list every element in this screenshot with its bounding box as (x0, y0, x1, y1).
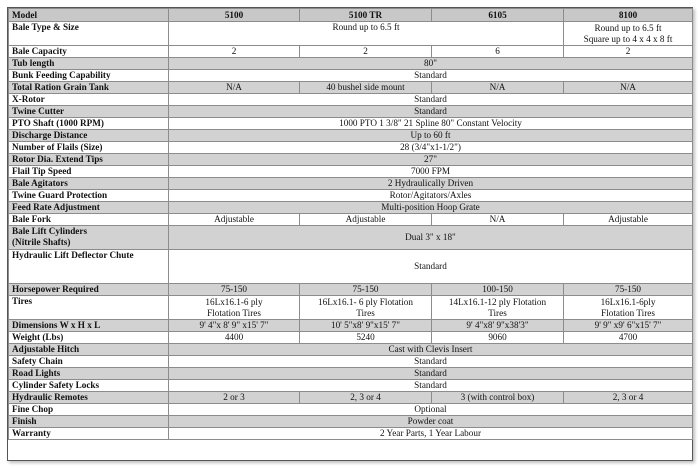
cell-value: 3 (with control box) (432, 392, 564, 404)
cell-value: 2, 3 or 4 (564, 392, 693, 404)
cell-value: 75-150 (169, 284, 300, 296)
row-label: Fine Chop (9, 404, 169, 416)
cell-value: 2 or 3 (169, 392, 300, 404)
row-value: Standard (169, 94, 693, 106)
cell-value: N/A (564, 82, 693, 94)
row-label: Tires (9, 296, 169, 320)
row-value: Cast with Clevis Insert (169, 344, 693, 356)
row-fine-chop (9, 404, 693, 416)
row-label: Bale Type & Size (9, 22, 169, 46)
cell-value: 2, 3 or 4 (300, 392, 432, 404)
row-bale-type (9, 22, 693, 46)
value-line: Tires (488, 307, 507, 318)
header-model-5100tr: 5100 TR (300, 9, 432, 22)
cell-value: 100-150 (432, 284, 564, 296)
value-line: 16Lx16.1-6ply (600, 297, 656, 307)
header-model-6105: 6105 (432, 9, 564, 22)
value-line: Square up to 4 x 4 x 8 ft (583, 33, 673, 44)
value-line: Tires (356, 307, 375, 318)
row-label: Rotor Dia. Extend Tips (9, 154, 169, 166)
row-adjustable-hitch (9, 344, 693, 356)
row-value: Standard (169, 380, 693, 392)
row-value: Up to 60 ft (169, 130, 693, 142)
row-value: 27" (169, 154, 693, 166)
row-label: Flail Tip Speed (9, 166, 169, 178)
cell-value: N/A (169, 82, 300, 94)
label-line: (Nitrile Shafts) (12, 236, 71, 247)
row-label: X-Rotor (9, 94, 169, 106)
row-label: Feed Rate Adjustment (9, 202, 169, 214)
row-label (9, 226, 169, 250)
cell-value: Adjustable (169, 214, 300, 226)
value-line: 16Lx16.1- 6 ply Flotation (318, 297, 413, 307)
row-value: 7000 FPM (169, 166, 693, 178)
row-value: Round up to 6.5 ft (169, 22, 564, 46)
row-label: Bale Capacity (9, 46, 169, 58)
header-model-label: Model (9, 9, 169, 22)
value-line: 16Lx16.1-6 ply (205, 297, 263, 307)
row-hydraulic-remotes (9, 392, 693, 404)
cell-value: 2 (300, 46, 432, 58)
cell-value: 9060 (432, 332, 564, 344)
cell-value (300, 296, 432, 320)
row-safety-chain (9, 356, 693, 368)
header-row (9, 9, 693, 22)
cell-value (432, 296, 564, 320)
cell-value: Adjustable (300, 214, 432, 226)
row-label: Safety Chain (9, 356, 169, 368)
row-tub-length (9, 58, 693, 70)
row-label: Bale Agitators (9, 178, 169, 190)
row-label: Dimensions W x H x L (9, 320, 169, 332)
value-line: Flotation Tires (601, 307, 655, 318)
row-flail-tip-speed (9, 166, 693, 178)
cell-value: 10' 5"x8' 9"x15' 7" (300, 320, 432, 332)
row-value-8100 (564, 22, 693, 46)
row-label: Twine Cutter (9, 106, 169, 118)
cell-value: 75-150 (564, 284, 693, 296)
cell-value: N/A (432, 214, 564, 226)
cell-value: Adjustable (564, 214, 693, 226)
row-value: 2 Year Parts, 1 Year Labour (169, 428, 693, 440)
row-label: Tub length (9, 58, 169, 70)
value-line: Flotation Tires (207, 307, 261, 318)
label-line: Bale Lift Cylinders (12, 226, 88, 236)
row-finish (9, 416, 693, 428)
cell-value: 40 bushel side mount (300, 82, 432, 94)
row-label: Bale Fork (9, 214, 169, 226)
cell-value: 2 (564, 46, 693, 58)
row-value: Standard (169, 70, 693, 82)
row-road-lights (9, 368, 693, 380)
header-model-8100: 8100 (564, 9, 693, 22)
row-dimensions (9, 320, 693, 332)
row-cylinder-safety-locks (9, 380, 693, 392)
row-deflector-chute (9, 250, 693, 284)
row-value: 28 (3/4"x1-1/2") (169, 142, 693, 154)
row-label: PTO Shaft (1000 RPM) (9, 118, 169, 130)
row-value: 80" (169, 58, 693, 70)
row-label: Road Lights (9, 368, 169, 380)
row-label: Twine Guard Protection (9, 190, 169, 202)
row-label: Discharge Distance (9, 130, 169, 142)
row-warranty (9, 428, 693, 440)
cell-value: 75-150 (300, 284, 432, 296)
cell-value: 4400 (169, 332, 300, 344)
cell-value: 9' 4"x8' 9"x38'3" (432, 320, 564, 332)
row-label: Weight (Lbs) (9, 332, 169, 344)
row-bale-fork (9, 214, 693, 226)
row-label: Hydraulic Lift Deflector Chute (9, 250, 169, 284)
row-label: Cylinder Safety Locks (9, 380, 169, 392)
row-value: Optional (169, 404, 693, 416)
row-flails (9, 142, 693, 154)
row-value: 1000 PTO 1 3/8" 21 Spline 80" Constant Velocity (169, 118, 693, 130)
row-label: Total Ration Grain Tank (9, 82, 169, 94)
row-x-rotor (9, 94, 693, 106)
row-value: Standard (169, 356, 693, 368)
cell-value (564, 296, 693, 320)
row-bale-capacity (9, 46, 693, 58)
cell-value: N/A (432, 82, 564, 94)
row-horsepower (9, 284, 693, 296)
row-rotor-dia (9, 154, 693, 166)
row-label: Finish (9, 416, 169, 428)
row-label: Warranty (9, 428, 169, 440)
row-value: Standard (169, 250, 693, 284)
spec-table (8, 8, 693, 440)
row-grain-tank (9, 82, 693, 94)
row-value: Dual 3" x 18" (169, 226, 693, 250)
cell-value: 6 (432, 46, 564, 58)
row-value: Rotor/Agitators/Axles (169, 190, 693, 202)
cell-value: 2 (169, 46, 300, 58)
row-weight (9, 332, 693, 344)
row-value: Multi-position Hoop Grate (169, 202, 693, 214)
row-label: Hydraulic Remotes (9, 392, 169, 404)
spec-table-frame (7, 7, 693, 461)
row-value: Powder coat (169, 416, 693, 428)
row-twine-cutter (9, 106, 693, 118)
cell-value: 4700 (564, 332, 693, 344)
row-feed-rate (9, 202, 693, 214)
row-bunk-feeding (9, 70, 693, 82)
row-tires (9, 296, 693, 320)
row-value: 2 Hydraulically Driven (169, 178, 693, 190)
row-bale-agitators (9, 178, 693, 190)
value-line: 14Lx16.1-12 ply Flotation (448, 297, 547, 307)
cell-value: 9' 9" x9' 6"x15' 7" (564, 320, 693, 332)
header-model-5100: 5100 (169, 9, 300, 22)
row-label: Bunk Feeding Capability (9, 70, 169, 82)
cell-value (169, 296, 300, 320)
row-pto-shaft (9, 118, 693, 130)
row-label: Number of Flails (Size) (9, 142, 169, 154)
row-value: Standard (169, 106, 693, 118)
row-discharge-distance (9, 130, 693, 142)
cell-value: 5240 (300, 332, 432, 344)
row-label: Horsepower Required (9, 284, 169, 296)
row-twine-guard (9, 190, 693, 202)
value-line: Round up to 6.5 ft (594, 23, 662, 33)
row-bale-lift-cylinders (9, 226, 693, 250)
row-label: Adjustable Hitch (9, 344, 169, 356)
cell-value: 9' 4"x 8' 9" x15' 7" (169, 320, 300, 332)
row-value: Standard (169, 368, 693, 380)
